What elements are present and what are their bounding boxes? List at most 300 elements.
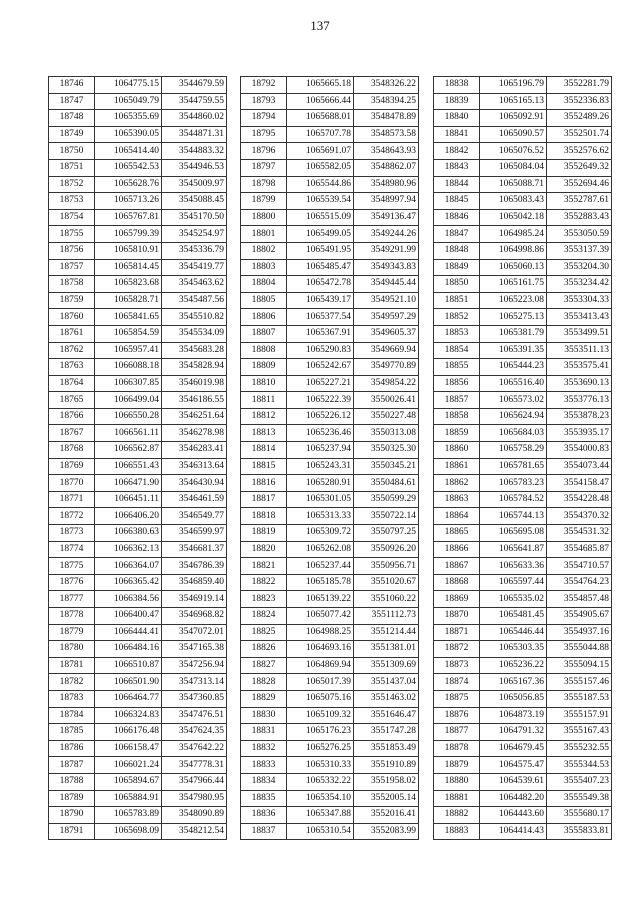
point-number-cell: 18823 [241,591,287,608]
point-number-cell: 18816 [241,475,287,492]
y-coordinate-cell: 3547360.85 [162,690,227,707]
table-row [241,392,419,409]
x-coordinate-cell: 1065767.81 [95,209,162,226]
point-number-cell: 18772 [49,508,95,525]
table-row [434,93,612,110]
table-row [49,674,227,691]
point-number-cell: 18808 [241,342,287,359]
y-coordinate-cell: 3552005.14 [354,790,419,807]
table-row [49,209,227,226]
table-row [434,740,612,757]
y-coordinate-cell: 3546251.64 [162,408,227,425]
table-row [241,77,419,94]
x-coordinate-cell: 1065042.18 [480,209,547,226]
y-coordinate-cell: 3550722.14 [354,508,419,525]
y-coordinate-cell: 3545170.50 [162,209,227,226]
y-coordinate-cell: 3555157.46 [547,674,612,691]
x-coordinate-cell: 1065854.59 [95,325,162,342]
x-coordinate-cell: 1065165.13 [480,93,547,110]
x-coordinate-cell: 1065841.65 [95,309,162,326]
x-coordinate-cell: 1066444.41 [95,624,162,641]
point-number-cell: 18824 [241,608,287,625]
y-coordinate-cell: 3545419.77 [162,259,227,276]
x-coordinate-cell: 1066499.04 [95,392,162,409]
y-coordinate-cell: 3555232.55 [547,740,612,757]
y-coordinate-cell: 3545088.45 [162,193,227,210]
table-row [49,558,227,575]
point-number-cell: 18765 [49,392,95,409]
table-row [49,641,227,658]
y-coordinate-cell: 3546461.59 [162,491,227,508]
y-coordinate-cell: 3544679.59 [162,77,227,94]
table-row [241,242,419,259]
y-coordinate-cell: 3551381.01 [354,641,419,658]
table-row [241,657,419,674]
x-coordinate-cell: 1064988.25 [287,624,354,641]
table-row [241,143,419,160]
table-row [49,176,227,193]
x-coordinate-cell: 1065391.35 [480,342,547,359]
table-row [241,458,419,475]
y-coordinate-cell: 3552336.83 [547,93,612,110]
point-number-cell: 18853 [434,325,480,342]
x-coordinate-cell: 1064791.32 [480,724,547,741]
table-row [49,491,227,508]
y-coordinate-cell: 3553499.51 [547,325,612,342]
y-coordinate-cell: 3549605.37 [354,325,419,342]
point-number-cell: 18771 [49,491,95,508]
y-coordinate-cell: 3548980.96 [354,176,419,193]
table-row [434,458,612,475]
point-number-cell: 18859 [434,425,480,442]
x-coordinate-cell: 1065535.02 [480,591,547,608]
x-coordinate-cell: 1065784.52 [480,491,547,508]
point-number-cell: 18807 [241,325,287,342]
table-row [434,143,612,160]
point-number-cell: 18827 [241,657,287,674]
point-number-cell: 18855 [434,359,480,376]
point-number-cell: 18866 [434,541,480,558]
y-coordinate-cell: 3551910.89 [354,757,419,774]
y-coordinate-cell: 3548573.58 [354,126,419,143]
x-coordinate-cell: 1065237.94 [287,442,354,459]
x-coordinate-cell: 1065226.12 [287,408,354,425]
x-coordinate-cell: 1066562.87 [95,442,162,459]
y-coordinate-cell: 3549291.99 [354,242,419,259]
y-coordinate-cell: 3551437.04 [354,674,419,691]
point-number-cell: 18804 [241,276,287,293]
point-number-cell: 18826 [241,641,287,658]
table-row [241,491,419,508]
point-number-cell: 18871 [434,624,480,641]
table-row [434,292,612,309]
y-coordinate-cell: 3553204.30 [547,259,612,276]
point-number-cell: 18792 [241,77,287,94]
point-number-cell: 18822 [241,574,287,591]
x-coordinate-cell: 1066365.42 [95,574,162,591]
x-coordinate-cell: 1065499.05 [287,226,354,243]
point-number-cell: 18849 [434,259,480,276]
table-row [434,525,612,542]
y-coordinate-cell: 3548212.54 [162,823,227,840]
y-coordinate-cell: 3546430.94 [162,475,227,492]
table-row [241,159,419,176]
coordinate-table-2 [240,76,419,840]
point-number-cell: 18780 [49,641,95,658]
point-number-cell: 18781 [49,657,95,674]
point-number-cell: 18787 [49,757,95,774]
point-number-cell: 18882 [434,807,480,824]
x-coordinate-cell: 1065390.05 [95,126,162,143]
x-coordinate-cell: 1066384.56 [95,591,162,608]
y-coordinate-cell: 3553137.39 [547,242,612,259]
y-coordinate-cell: 3546681.37 [162,541,227,558]
point-number-cell: 18828 [241,674,287,691]
y-coordinate-cell: 3548997.94 [354,193,419,210]
x-coordinate-cell: 1065275.13 [480,309,547,326]
point-number-cell: 18852 [434,309,480,326]
table-row [49,143,227,160]
table-row [241,508,419,525]
x-coordinate-cell: 1066550.28 [95,408,162,425]
y-coordinate-cell: 3553304.33 [547,292,612,309]
point-number-cell: 18777 [49,591,95,608]
point-number-cell: 18857 [434,392,480,409]
x-coordinate-cell: 1065481.45 [480,608,547,625]
table-row [434,823,612,840]
table-row [434,276,612,293]
point-number-cell: 18755 [49,226,95,243]
x-coordinate-cell: 1065303.35 [480,641,547,658]
table-row [49,657,227,674]
y-coordinate-cell: 3545510.82 [162,309,227,326]
y-coordinate-cell: 3555157.91 [547,707,612,724]
table-row [434,242,612,259]
table-row [49,159,227,176]
x-coordinate-cell: 1065276.25 [287,740,354,757]
point-number-cell: 18799 [241,193,287,210]
table-row [434,707,612,724]
y-coordinate-cell: 3545009.97 [162,176,227,193]
y-coordinate-cell: 3550926.20 [354,541,419,558]
y-coordinate-cell: 3546786.39 [162,558,227,575]
point-number-cell: 18838 [434,77,480,94]
table-row [434,790,612,807]
table-row [434,77,612,94]
x-coordinate-cell: 1065083.43 [480,193,547,210]
x-coordinate-cell: 1065185.78 [287,574,354,591]
x-coordinate-cell: 1066362.13 [95,541,162,558]
y-coordinate-cell: 3553050.59 [547,226,612,243]
y-coordinate-cell: 3552787.61 [547,193,612,210]
x-coordinate-cell: 1065542.53 [95,159,162,176]
table-row [434,641,612,658]
x-coordinate-cell: 1066176.48 [95,724,162,741]
point-number-cell: 18809 [241,359,287,376]
table-row [49,475,227,492]
table-row [434,757,612,774]
point-number-cell: 18836 [241,807,287,824]
point-number-cell: 18873 [434,657,480,674]
table-row [434,408,612,425]
y-coordinate-cell: 3552083.99 [354,823,419,840]
y-coordinate-cell: 3546599.97 [162,525,227,542]
point-number-cell: 18760 [49,309,95,326]
y-coordinate-cell: 3553511.13 [547,342,612,359]
table-row [49,740,227,757]
point-number-cell: 18883 [434,823,480,840]
table-row [49,690,227,707]
y-coordinate-cell: 3547476.51 [162,707,227,724]
table-row [434,392,612,409]
y-coordinate-cell: 3550956.71 [354,558,419,575]
x-coordinate-cell: 1065698.09 [95,823,162,840]
x-coordinate-cell: 1065332.22 [287,773,354,790]
x-coordinate-cell: 1065017.39 [287,674,354,691]
y-coordinate-cell: 3555344.53 [547,757,612,774]
y-coordinate-cell: 3554764.23 [547,574,612,591]
y-coordinate-cell: 3552694.46 [547,176,612,193]
point-number-cell: 18791 [49,823,95,840]
x-coordinate-cell: 1065515.09 [287,209,354,226]
y-coordinate-cell: 3550484.61 [354,475,419,492]
coordinate-table-3 [433,76,612,840]
point-number-cell: 18844 [434,176,480,193]
table-row [241,292,419,309]
table-row [241,309,419,326]
table-row [241,641,419,658]
y-coordinate-cell: 3544871.31 [162,126,227,143]
y-coordinate-cell: 3551060.22 [354,591,419,608]
x-coordinate-cell: 1065516.40 [480,375,547,392]
table-row [434,657,612,674]
table-row [49,823,227,840]
x-coordinate-cell: 1065077.42 [287,608,354,625]
y-coordinate-cell: 3551214.44 [354,624,419,641]
table-row [241,674,419,691]
table-row [434,193,612,210]
x-coordinate-cell: 1065109.32 [287,707,354,724]
x-coordinate-cell: 1064985.24 [480,226,547,243]
table-row [49,425,227,442]
table-row [241,558,419,575]
x-coordinate-cell: 1065641.87 [480,541,547,558]
x-coordinate-cell: 1065744.13 [480,508,547,525]
x-coordinate-cell: 1065227.21 [287,375,354,392]
table-row [241,276,419,293]
point-number-cell: 18834 [241,773,287,790]
x-coordinate-cell: 1065310.33 [287,757,354,774]
x-coordinate-cell: 1066324.83 [95,707,162,724]
y-coordinate-cell: 3550599.29 [354,491,419,508]
table-row [49,608,227,625]
point-number-cell: 18850 [434,276,480,293]
y-coordinate-cell: 3554857.48 [547,591,612,608]
table-row [49,591,227,608]
table-row [434,425,612,442]
y-coordinate-cell: 3550227.48 [354,408,419,425]
table-row [49,226,227,243]
x-coordinate-cell: 1065688.01 [287,110,354,127]
y-coordinate-cell: 3549597.29 [354,309,419,326]
y-coordinate-cell: 3548643.93 [354,143,419,160]
table-row [434,773,612,790]
coordinate-table-1 [48,76,227,840]
x-coordinate-cell: 1065485.47 [287,259,354,276]
table-row [241,757,419,774]
y-coordinate-cell: 3551309.69 [354,657,419,674]
table-row [49,342,227,359]
x-coordinate-cell: 1065707.78 [287,126,354,143]
x-coordinate-cell: 1065381.79 [480,325,547,342]
x-coordinate-cell: 1065472.78 [287,276,354,293]
y-coordinate-cell: 3551853.49 [354,740,419,757]
x-coordinate-cell: 1065957.41 [95,342,162,359]
point-number-cell: 18763 [49,359,95,376]
x-coordinate-cell: 1065814.45 [95,259,162,276]
table-row [434,541,612,558]
point-number-cell: 18856 [434,375,480,392]
point-number-cell: 18854 [434,342,480,359]
y-coordinate-cell: 3551747.28 [354,724,419,741]
point-number-cell: 18795 [241,126,287,143]
y-coordinate-cell: 3548478.89 [354,110,419,127]
y-coordinate-cell: 3553690.13 [547,375,612,392]
table-row [49,707,227,724]
table-row [49,77,227,94]
x-coordinate-cell: 1064539.61 [480,773,547,790]
x-coordinate-cell: 1065355.69 [95,110,162,127]
point-number-cell: 18801 [241,226,287,243]
point-number-cell: 18835 [241,790,287,807]
x-coordinate-cell: 1065310.54 [287,823,354,840]
point-number-cell: 18778 [49,608,95,625]
table-row [49,242,227,259]
y-coordinate-cell: 3545487.56 [162,292,227,309]
table-row [434,342,612,359]
y-coordinate-cell: 3551020.67 [354,574,419,591]
point-number-cell: 18785 [49,724,95,741]
x-coordinate-cell: 1065075.16 [287,690,354,707]
x-coordinate-cell: 1065049.79 [95,93,162,110]
point-number-cell: 18762 [49,342,95,359]
point-number-cell: 18875 [434,690,480,707]
x-coordinate-cell: 1065713.26 [95,193,162,210]
y-coordinate-cell: 3554158.47 [547,475,612,492]
x-coordinate-cell: 1065222.39 [287,392,354,409]
point-number-cell: 18865 [434,525,480,542]
point-number-cell: 18802 [241,242,287,259]
x-coordinate-cell: 1065290.83 [287,342,354,359]
page-number: 137 [310,18,330,33]
point-number-cell: 18789 [49,790,95,807]
table-row [49,807,227,824]
table-row [49,309,227,326]
table-row [49,408,227,425]
point-number-cell: 18841 [434,126,480,143]
table-row [434,508,612,525]
y-coordinate-cell: 3553776.13 [547,392,612,409]
x-coordinate-cell: 1065196.79 [480,77,547,94]
table-row [241,226,419,243]
x-coordinate-cell: 1065783.23 [480,475,547,492]
y-coordinate-cell: 3554710.57 [547,558,612,575]
table-row [241,193,419,210]
y-coordinate-cell: 3546549.77 [162,508,227,525]
table-row [49,359,227,376]
table-row [434,608,612,625]
point-number-cell: 18759 [49,292,95,309]
table-row [241,773,419,790]
y-coordinate-cell: 3551958.02 [354,773,419,790]
point-number-cell: 18800 [241,209,287,226]
table-row [49,541,227,558]
table-row [434,807,612,824]
x-coordinate-cell: 1066406.20 [95,508,162,525]
y-coordinate-cell: 3554073.44 [547,458,612,475]
x-coordinate-cell: 1066380.63 [95,525,162,542]
x-coordinate-cell: 1066451.11 [95,491,162,508]
table-row [434,176,612,193]
x-coordinate-cell: 1065444.23 [480,359,547,376]
table-row [434,724,612,741]
table-row [49,508,227,525]
point-number-cell: 18767 [49,425,95,442]
point-number-cell: 18773 [49,525,95,542]
x-coordinate-cell: 1065624.94 [480,408,547,425]
y-coordinate-cell: 3553575.41 [547,359,612,376]
y-coordinate-cell: 3545254.97 [162,226,227,243]
point-number-cell: 18879 [434,757,480,774]
x-coordinate-cell: 1066510.87 [95,657,162,674]
point-number-cell: 18786 [49,740,95,757]
table-row [241,807,419,824]
y-coordinate-cell: 3555094.15 [547,657,612,674]
table-row [49,193,227,210]
table-row [49,126,227,143]
table-row [241,259,419,276]
x-coordinate-cell: 1065666.44 [287,93,354,110]
y-coordinate-cell: 3545336.79 [162,242,227,259]
x-coordinate-cell: 1065810.91 [95,242,162,259]
point-number-cell: 18750 [49,143,95,160]
x-coordinate-cell: 1066551.43 [95,458,162,475]
y-coordinate-cell: 3555680.17 [547,807,612,824]
y-coordinate-cell: 3550325.30 [354,442,419,459]
table-row [434,491,612,508]
table-row [49,392,227,409]
x-coordinate-cell: 1065090.57 [480,126,547,143]
table-row [434,209,612,226]
table-row [434,325,612,342]
x-coordinate-cell: 1065060.13 [480,259,547,276]
point-number-cell: 18797 [241,159,287,176]
y-coordinate-cell: 3547072.01 [162,624,227,641]
y-coordinate-cell: 3552281.79 [547,77,612,94]
point-number-cell: 18770 [49,475,95,492]
y-coordinate-cell: 3547165.38 [162,641,227,658]
y-coordinate-cell: 3555167.43 [547,724,612,741]
y-coordinate-cell: 3546859.40 [162,574,227,591]
point-number-cell: 18872 [434,641,480,658]
x-coordinate-cell: 1065544.86 [287,176,354,193]
y-coordinate-cell: 3553413.43 [547,309,612,326]
x-coordinate-cell: 1065695.08 [480,525,547,542]
point-number-cell: 18831 [241,724,287,741]
x-coordinate-cell: 1065354.10 [287,790,354,807]
y-coordinate-cell: 3553935.17 [547,425,612,442]
table-row [434,558,612,575]
